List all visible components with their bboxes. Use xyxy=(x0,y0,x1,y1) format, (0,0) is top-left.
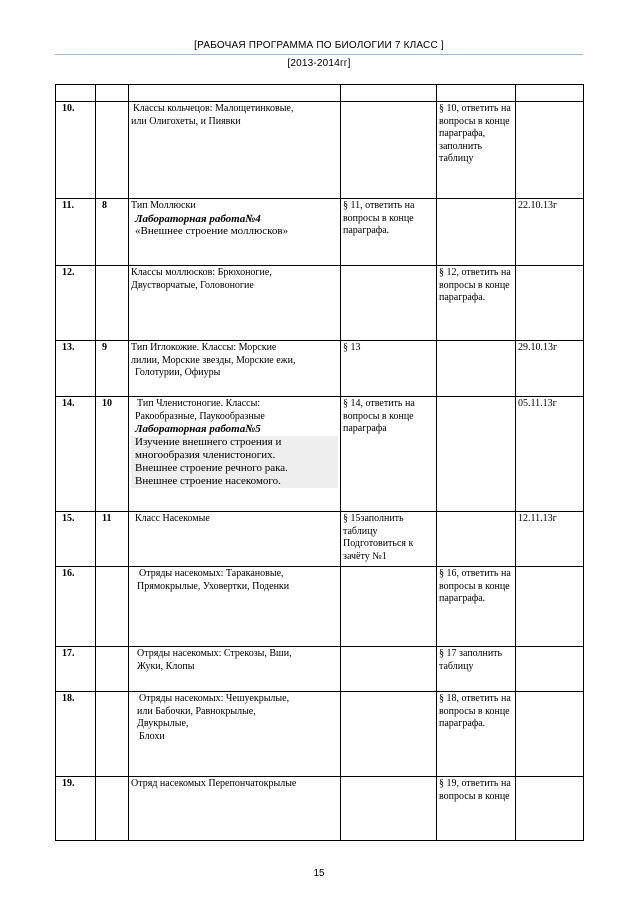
homework-cell-alt xyxy=(437,397,516,512)
lesson-number xyxy=(96,567,129,647)
lesson-date: 29.10.13г xyxy=(516,341,584,397)
topic-line: Отряд насекомых Перепончатокрылые xyxy=(131,778,297,789)
homework-cell: § 11, ответить на вопросы в конце параграфа. xyxy=(341,199,437,266)
lesson-date: 12.11.13г xyxy=(516,512,584,567)
lesson-number xyxy=(96,266,129,341)
lesson-topic xyxy=(129,266,341,341)
topic-line: Голотурии, Офиуры xyxy=(135,367,221,378)
table-row xyxy=(56,567,584,647)
topic-line: Классы моллюсков: Брюхоногие, xyxy=(131,267,272,278)
header-divider xyxy=(55,54,583,55)
homework-cell-alt: § 18, ответить на вопросы в конце параграфа. xyxy=(437,692,516,777)
lesson-date xyxy=(516,692,584,777)
table-row xyxy=(56,397,584,512)
header-cell xyxy=(96,85,129,102)
homework-cell xyxy=(341,266,437,341)
header-cell xyxy=(56,85,96,102)
topic-line: Отряды насекомых: Чешуекрылые, xyxy=(139,693,290,704)
topic-line: лилии, Морские звезды, Морские ежи, xyxy=(131,354,296,366)
lesson-topic xyxy=(129,102,341,199)
topic-line: Тип Иглокожие. Классы: Морские xyxy=(131,342,277,353)
row-number: 11. xyxy=(56,199,96,266)
header-cell xyxy=(341,85,437,102)
topic-line: Отряды насекомых: Стрекозы, Вши, xyxy=(137,648,292,659)
topic-line: Изучение внешнего строения и xyxy=(131,436,338,449)
lesson-date xyxy=(516,102,584,199)
row-number: 19. xyxy=(56,777,96,841)
lesson-number: 9 xyxy=(96,341,129,397)
topic-line: Класс Насекомые xyxy=(135,513,210,524)
topic-line: многообразия членистоногих. xyxy=(131,449,338,462)
document-header-title: [РАБОЧАЯ ПРОГРАММА ПО БИОЛОГИИ 7 КЛАСС ] xyxy=(194,40,444,51)
lesson-topic xyxy=(129,647,341,692)
topic-line: Тип Моллюски xyxy=(131,200,196,211)
homework-cell xyxy=(341,567,437,647)
lesson-topic xyxy=(129,567,341,647)
lesson-date: 05.11.13г xyxy=(516,397,584,512)
lesson-date xyxy=(516,647,584,692)
lesson-topic xyxy=(129,397,341,512)
lab-work-title: Лабораторная работа№4 xyxy=(135,212,261,225)
lab-work-title: Лабораторная работа№5 xyxy=(135,423,261,435)
topic-line: Тип Членистоногие. Классы: xyxy=(137,398,261,409)
homework-cell-alt xyxy=(437,341,516,397)
topic-line: Ракообразные, Паукообразные xyxy=(135,410,265,422)
table-row xyxy=(56,512,584,567)
row-number: 10. xyxy=(56,102,96,199)
homework-cell-alt xyxy=(437,512,516,567)
topic-line: Жуки, Клопы xyxy=(137,660,195,672)
row-number: 18. xyxy=(56,692,96,777)
header-cell xyxy=(437,85,516,102)
topic-line: Внешнее строение насекомого. xyxy=(131,475,338,488)
table-row xyxy=(56,199,584,266)
homework-cell: § 14, ответить на вопросы в конце параграфа xyxy=(341,397,437,512)
homework-cell xyxy=(341,647,437,692)
row-number: 13. xyxy=(56,341,96,397)
lesson-number xyxy=(96,102,129,199)
lesson-date: 22.10.13г xyxy=(516,199,584,266)
homework-cell: § 13 xyxy=(341,341,437,397)
header-cell xyxy=(516,85,584,102)
lesson-date xyxy=(516,567,584,647)
lesson-topic xyxy=(129,512,341,567)
lesson-topic xyxy=(129,341,341,397)
homework-cell-alt: § 19, ответить на вопросы в конце xyxy=(437,777,516,841)
homework-cell-alt: § 10, ответить на вопросы в конце параграфа, заполнить таблицу xyxy=(437,102,516,199)
lesson-number xyxy=(96,647,129,692)
homework-cell-alt xyxy=(437,199,516,266)
homework-cell-alt: § 12, ответить на вопросы в конце параграфа. xyxy=(437,266,516,341)
table-header-row xyxy=(56,85,584,102)
table-row xyxy=(56,341,584,397)
topic-line: Внешнее строение речного рака. xyxy=(131,462,338,475)
lesson-number: 8 xyxy=(96,199,129,266)
row-number: 15. xyxy=(56,512,96,567)
homework-cell: § 15заполнить таблицу Подготовиться к зачёту №1 xyxy=(341,512,437,567)
homework-cell xyxy=(341,777,437,841)
lesson-number: 11 xyxy=(96,512,129,567)
homework-cell xyxy=(341,102,437,199)
topic-line: Классы кольчецов: Малощетинковые, xyxy=(133,103,294,114)
lesson-topic xyxy=(129,199,341,266)
homework-cell xyxy=(341,692,437,777)
lesson-date xyxy=(516,266,584,341)
topic-line: или Олигохеты, и Пиявки xyxy=(131,115,241,127)
lesson-number xyxy=(96,777,129,841)
topic-line: Двукрылые, xyxy=(137,718,189,729)
topic-line: Прямокрылые, Уховертки, Поденки xyxy=(137,580,290,592)
document-header-years: [2013-2014гг] xyxy=(287,58,351,69)
header-cell xyxy=(129,85,341,102)
row-number: 14. xyxy=(56,397,96,512)
lesson-topic xyxy=(129,692,341,777)
row-number: 16. xyxy=(56,567,96,647)
lesson-number: 10 xyxy=(96,397,129,512)
homework-cell-alt: § 16, ответить на вопросы в конце параграфа. xyxy=(437,567,516,647)
lesson-topic xyxy=(129,777,341,841)
page-number: 15 xyxy=(313,868,325,879)
topic-line: или Бабочки, Равнокрылые, xyxy=(137,705,256,717)
row-number: 17. xyxy=(56,647,96,692)
row-number: 12. xyxy=(56,266,96,341)
table-row xyxy=(56,266,584,341)
topic-line: Блохи xyxy=(139,730,165,742)
table-row xyxy=(56,692,584,777)
lesson-plan-table xyxy=(55,84,584,841)
homework-cell-alt: § 17 заполнить таблицу xyxy=(437,647,516,692)
lesson-number xyxy=(96,692,129,777)
table-row xyxy=(56,777,584,841)
topic-line: Двустворчатые, Головоногие xyxy=(131,279,254,291)
table-row xyxy=(56,102,584,199)
table-row xyxy=(56,647,584,692)
topic-line: Отряды насекомых: Таракановые, xyxy=(139,568,284,579)
topic-line: «Внешнее строение моллюсков» xyxy=(135,225,289,237)
lesson-date xyxy=(516,777,584,841)
